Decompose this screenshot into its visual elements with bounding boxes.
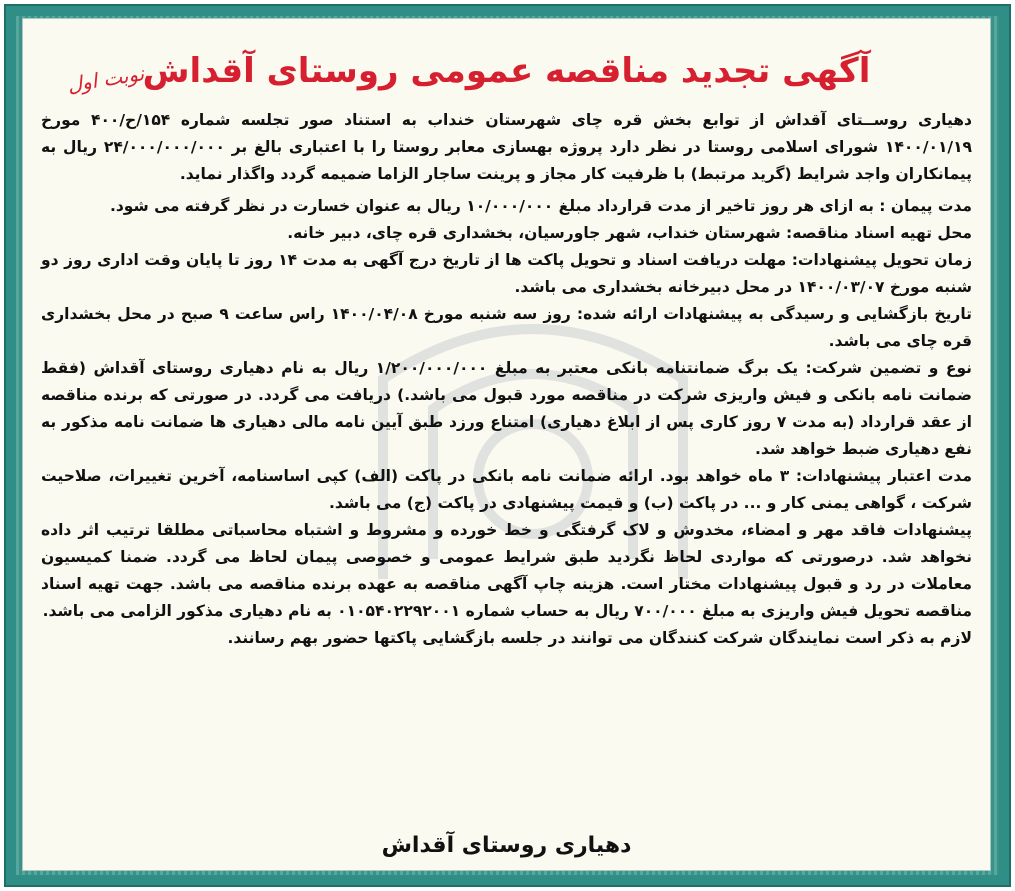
- attendance-paragraph: لازم به ذکر است نمایندگان شرکت کنندگان می توانند در جلسه بازگشایی پاکتها حضور بهم رسانند.: [227, 629, 972, 647]
- ad-body: [41, 107, 972, 652]
- signature: دهیاری روستای آقداش: [381, 833, 632, 858]
- guarantee-paragraph: نوع و تضمین شرکت: یک برگ ضمانتنامه بانکی معتبر به مبلغ ۱/۲۰۰/۰۰۰/۰۰۰ ریال به نام دهیاری روستای آقداش (فقط ضمانت نامه بانکی و فیش واریزی شرکت در مناقصه مورد قبول می باشد.) دریافت می گردد. در صورتی که برنده مناقصه از عقد قرارداد (به مدت ۷ روز کاری پس از ابلاغ دهیاری) امتناع ورزد طبق آیین نامه مالی دهیاری ها ضمانت نامه مذکور به نفع دهیاری ضبط خواهد شد.: [41, 359, 972, 458]
- round-label: نوبت اول: [65, 61, 146, 97]
- documents-location-paragraph: محل تهیه اسناد مناقصه: شهرستان خنداب، شهر جاورسیان، بخشداری قره چای، دبیر خانه.: [287, 224, 972, 242]
- conditions-paragraph: پیشنهادات فاقد مهر و امضاء، مخدوش و لاک گرفتگی و خط خورده و مشروط و اشتباه محاسباتی مطلقا ترتیب اثر داده نخواهد شد. درصورتی که مواردی لحاظ نگردید طبق شرایط عمومی و خصوصی پیمان لحاظ می گردد. ضمنا کمیسیون معاملات در رد و قبول پیشنهادات مختار است. هزینه چاپ آگهی مناقصه به عهده برنده مناقصه می باشد. جهت تهیه اسناد مناقصه تحویل فیش واریزی به مبلغ ۷۰۰/۰۰۰ ریال به حساب شماره ۰۱۰۵۴۰۲۲۹۲۰۰۱ به نام دهیاری مذکور الزامی می باشد.: [41, 521, 972, 620]
- opening-date-paragraph: تاریخ بازگشایی و رسیدگی به پیشنهادات ارائه شده: روز سه شنبه مورخ ۱۴۰۰/۰۴/۰۸ راس ساعت ۹ صبح در محل بخشداری قره چای می باشد.: [41, 305, 972, 350]
- title-row: [23, 49, 990, 97]
- intro-paragraph: دهیاری روســتای آقداش از توابع بخش قره چای شهرستان خنداب به استناد صور تجلسه شماره ۱۵۴/ح/۴۰۰ مورخ ۱۴۰۰/۰۱/۱۹ شورای اسلامی روستا در نظر دارد پروژه بهسازی معابر روستا را با اعتباری بالغ بر ۲۴/۰۰۰/۰۰۰/۰۰۰ ریال به پیمانکاران واجد شرایط (گرید مرتبط) با ظرفیت کار مجاز و پرینت ساجار الزاما ضمیمه گردد واگذار نماید.: [41, 111, 972, 183]
- validity-paragraph: مدت اعتبار پیشنهادات: ۳ ماه خواهد بود. ارائه ضمانت نامه بانکی در پاکت (الف) کپی اساسنامه، آخرین تغییرات، صلاحیت شرکت ، گواهی یمنی کار و ... در پاکت (ب) و قیمت پیشنهادی در پاکت (ج) می باشد.: [41, 467, 972, 512]
- ad-title: آگهی تجدید مناقصه عمومی روستای آقداش: [142, 51, 871, 91]
- submission-time-paragraph: زمان تحویل پیشنهادات: مهلت دریافت اسناد و تحویل پاکت ها از تاریخ درج آگهی به مدت ۱۴ روز تا پایان وقت اداری روز دو شنبه مورخ ۱۴۰۰/۰۳/۰۷ در محل دبیرخانه بخشداری می باشد.: [41, 251, 973, 296]
- contract-duration-paragraph: مدت پیمان : به ازای هر روز تاخیر از مدت قرارداد مبلغ ۱۰/۰۰۰/۰۰۰ ریال به عنوان خسارت در نظر گرفته می شود.: [109, 197, 972, 215]
- advertisement-paper: [22, 18, 991, 871]
